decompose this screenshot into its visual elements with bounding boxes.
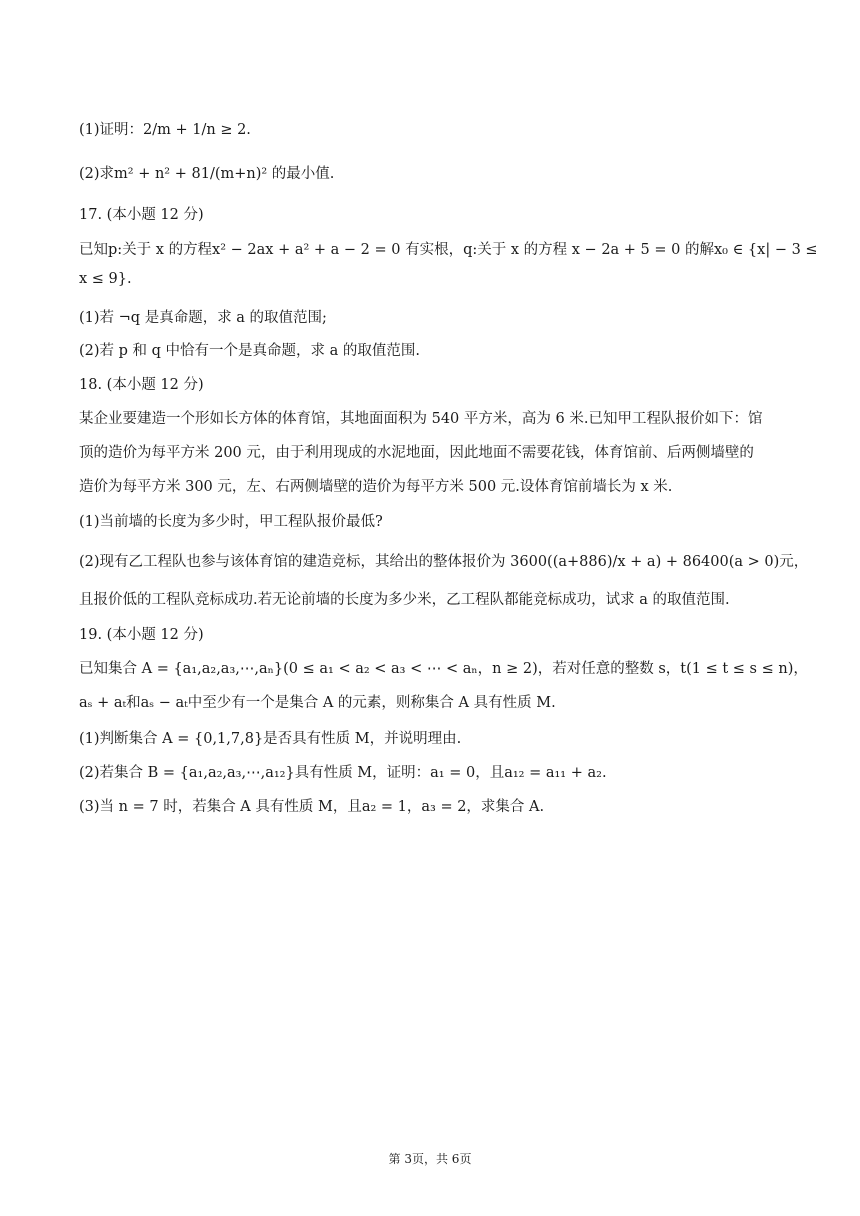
q19-part3: (3)当 n = 7 时，若集合 A 具有性质 M，且a₂ = 1，a₃ = 2，求集合 A. [79, 799, 545, 815]
q19-stem-line2: aₛ + aₜ和aₛ − aₜ中至少有一个是集合 A 的元素，则称集合 A 具有性质 M. [79, 695, 556, 711]
q18-stem-line1: 某企业要建造一个形如长方体的体育馆，其地面面积为 540 平方米，高为 6 米.已知甲工程队报价如下：馆 [79, 411, 763, 427]
q19-heading: 19. (本小题 12 分) [79, 627, 204, 643]
q19-part2: (2)若集合 B = {a₁,a₂,a₃,⋯,a₁₂}具有性质 M，证明：a₁ = 0，且a₁₂ = a₁₁ + a₂. [79, 765, 607, 781]
q18-stem-line2: 顶的造价为每平方米 200 元，由于利用现成的水泥地面，因此地面不需要花钱，体育馆前、后两侧墙壁的 [79, 445, 754, 461]
q19-part1: (1)判断集合 A = {0,1,7,8}是否具有性质 M，并说明理由. [79, 731, 462, 747]
q18-heading: 18. (本小题 12 分) [79, 377, 204, 393]
q17-stem-line1: 已知p:关于 x 的方程x² − 2ax + a² + a − 2 = 0 有实根，q:关于 x 的方程 x − 2a + 5 = 0 的解x₀ ∈ {x| − 3 ≤ [79, 242, 818, 258]
q18-part2-line2: 且报价低的工程队竞标成功.若无论前墙的长度为多少米，乙工程队都能竞标成功，试求 a 的取值范围. [79, 592, 730, 608]
q17-heading: 17. (本小题 12 分) [79, 207, 204, 223]
q18-stem-line3: 造价为每平方米 300 元，左、右两侧墙壁的造价为每平方米 500 元.设体育馆前墙长为 x 米. [79, 479, 673, 495]
q18-part1: (1)当前墙的长度为多少时，甲工程队报价最低? [79, 514, 383, 530]
page-footer: 第 3页，共 6页 [388, 1152, 472, 1166]
q19-stem-line1: 已知集合 A = {a₁,a₂,a₃,⋯,aₙ}(0 ≤ a₁ < a₂ < a₃ < ⋯ < aₙ，n ≥ 2)，若对任意的整数 s，t(1 ≤ t ≤ s ≤ n)， [79, 661, 808, 677]
q16-part2: (2)求m² + n² + 81/(m+n)² 的最小值. [79, 166, 335, 182]
q16-part1: (1)证明：2/m + 1/n ≥ 2. [79, 122, 251, 138]
q17-stem-line2: x ≤ 9}. [79, 271, 132, 287]
q17-part1: (1)若 ¬q 是真命题，求 a 的取值范围; [79, 310, 327, 326]
q18-part2-line1: (2)现有乙工程队也参与该体育馆的建造竞标，其给出的整体报价为 3600((a+886)/x + a) + 86400(a > 0)元， [79, 554, 809, 570]
q17-part2: (2)若 p 和 q 中恰有一个是真命题，求 a 的取值范围. [79, 343, 421, 359]
